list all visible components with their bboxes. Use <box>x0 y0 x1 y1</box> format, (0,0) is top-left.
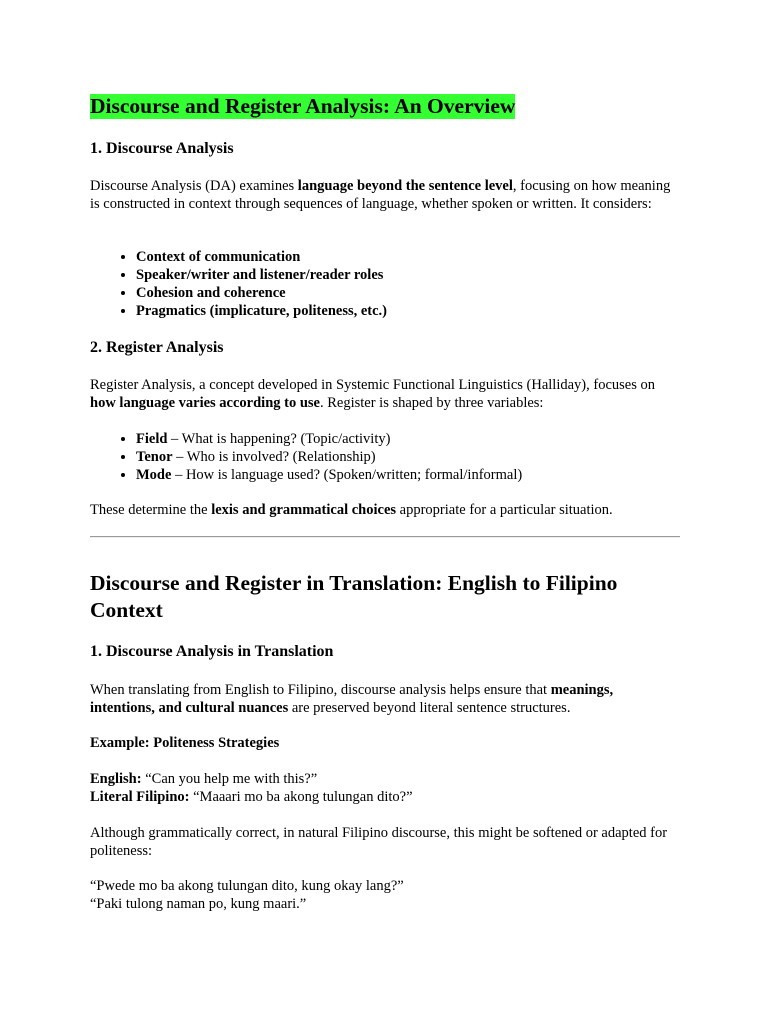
text-run: are preserved beyond literal sentence structures. <box>288 700 571 716</box>
list-item <box>136 248 726 266</box>
term: Tenor <box>136 449 173 465</box>
list-item <box>136 302 726 320</box>
english-example: “Can you help me with this?” <box>141 771 318 787</box>
document-title <box>90 92 515 120</box>
bold-text-run: meanings, intentions, and cultural nuances <box>90 682 614 716</box>
text-run: Register Analysis, a concept developed in Systemic Functional Linguistics (Halliday), focuses on <box>90 377 655 393</box>
example-heading <box>90 734 680 752</box>
list-item <box>136 266 726 284</box>
title-highlight: Discourse and Register Analysis: An Overview <box>90 94 516 118</box>
bold-text-run: language beyond the sentence level <box>297 178 513 194</box>
text-run: , focusing on how meaning is constructed in context through sequences of language, whether spoken or written. It considers: <box>90 178 671 212</box>
discourse-considerations-list <box>90 248 726 320</box>
text-run: . Register is shaped by three variables: <box>319 395 544 411</box>
list-item-text: Cohesion and coherence <box>136 285 286 301</box>
alternative-phrase: “Paki tulong naman po, kung maari.” <box>90 896 307 912</box>
english-label: English: <box>90 771 142 787</box>
term: Mode <box>136 467 172 483</box>
bold-text-run: how language varies according to use <box>90 395 320 411</box>
literal-filipino-label: Literal Filipino: <box>90 789 190 805</box>
text-run: These determine the <box>90 502 212 518</box>
bold-text-run: lexis and grammatical choices <box>211 502 397 518</box>
politeness-note: Although grammatically correct, in natural Filipino discourse, this might be softened or adapted for politeness: <box>90 825 668 859</box>
text-run: Discourse Analysis (DA) examines <box>90 178 298 194</box>
list-item-text: Context of communication <box>136 249 301 265</box>
section-title-translation: Discourse and Register in Translation: English to Filipino Context <box>90 571 618 622</box>
text-run: When translating from English to Filipino, discourse analysis helps ensure that <box>90 682 551 698</box>
term-description: – How is language used? (Spoken/written; formal/informal) <box>171 467 523 483</box>
register-closing-paragraph <box>90 501 680 519</box>
discourse-analysis-paragraph <box>90 177 680 213</box>
translation-paragraph <box>90 681 680 717</box>
term-description: – Who is involved? (Relationship) <box>172 449 376 465</box>
list-item <box>136 284 726 302</box>
list-item-text: Speaker/writer and listener/reader roles <box>136 267 384 283</box>
natural-filipino-alternatives <box>90 877 680 913</box>
term: Field <box>136 431 168 447</box>
list-item-field <box>136 430 726 448</box>
text-run: appropriate for a particular situation. <box>396 502 613 518</box>
section-heading-discourse-in-translation: 1. Discourse Analysis in Translation <box>90 643 334 660</box>
register-variables-list <box>90 430 726 484</box>
example-lines <box>90 770 680 806</box>
literal-filipino-example: “Maaari mo ba akong tulungan dito?” <box>189 789 413 805</box>
list-item-tenor <box>136 448 726 466</box>
example-heading-text: Example: Politeness Strategies <box>90 735 280 751</box>
section-heading-discourse-analysis: 1. Discourse Analysis <box>90 140 234 157</box>
term-description: – What is happening? (Topic/activity) <box>167 431 391 447</box>
list-item-text: Pragmatics (implicature, politeness, etc.) <box>136 303 388 319</box>
register-analysis-paragraph <box>90 376 680 412</box>
list-item-mode <box>136 466 726 484</box>
horizontal-rule <box>90 536 680 538</box>
section-heading-register-analysis: 2. Register Analysis <box>90 339 224 356</box>
alternative-phrase: “Pwede mo ba akong tulungan dito, kung okay lang?” <box>90 878 404 894</box>
